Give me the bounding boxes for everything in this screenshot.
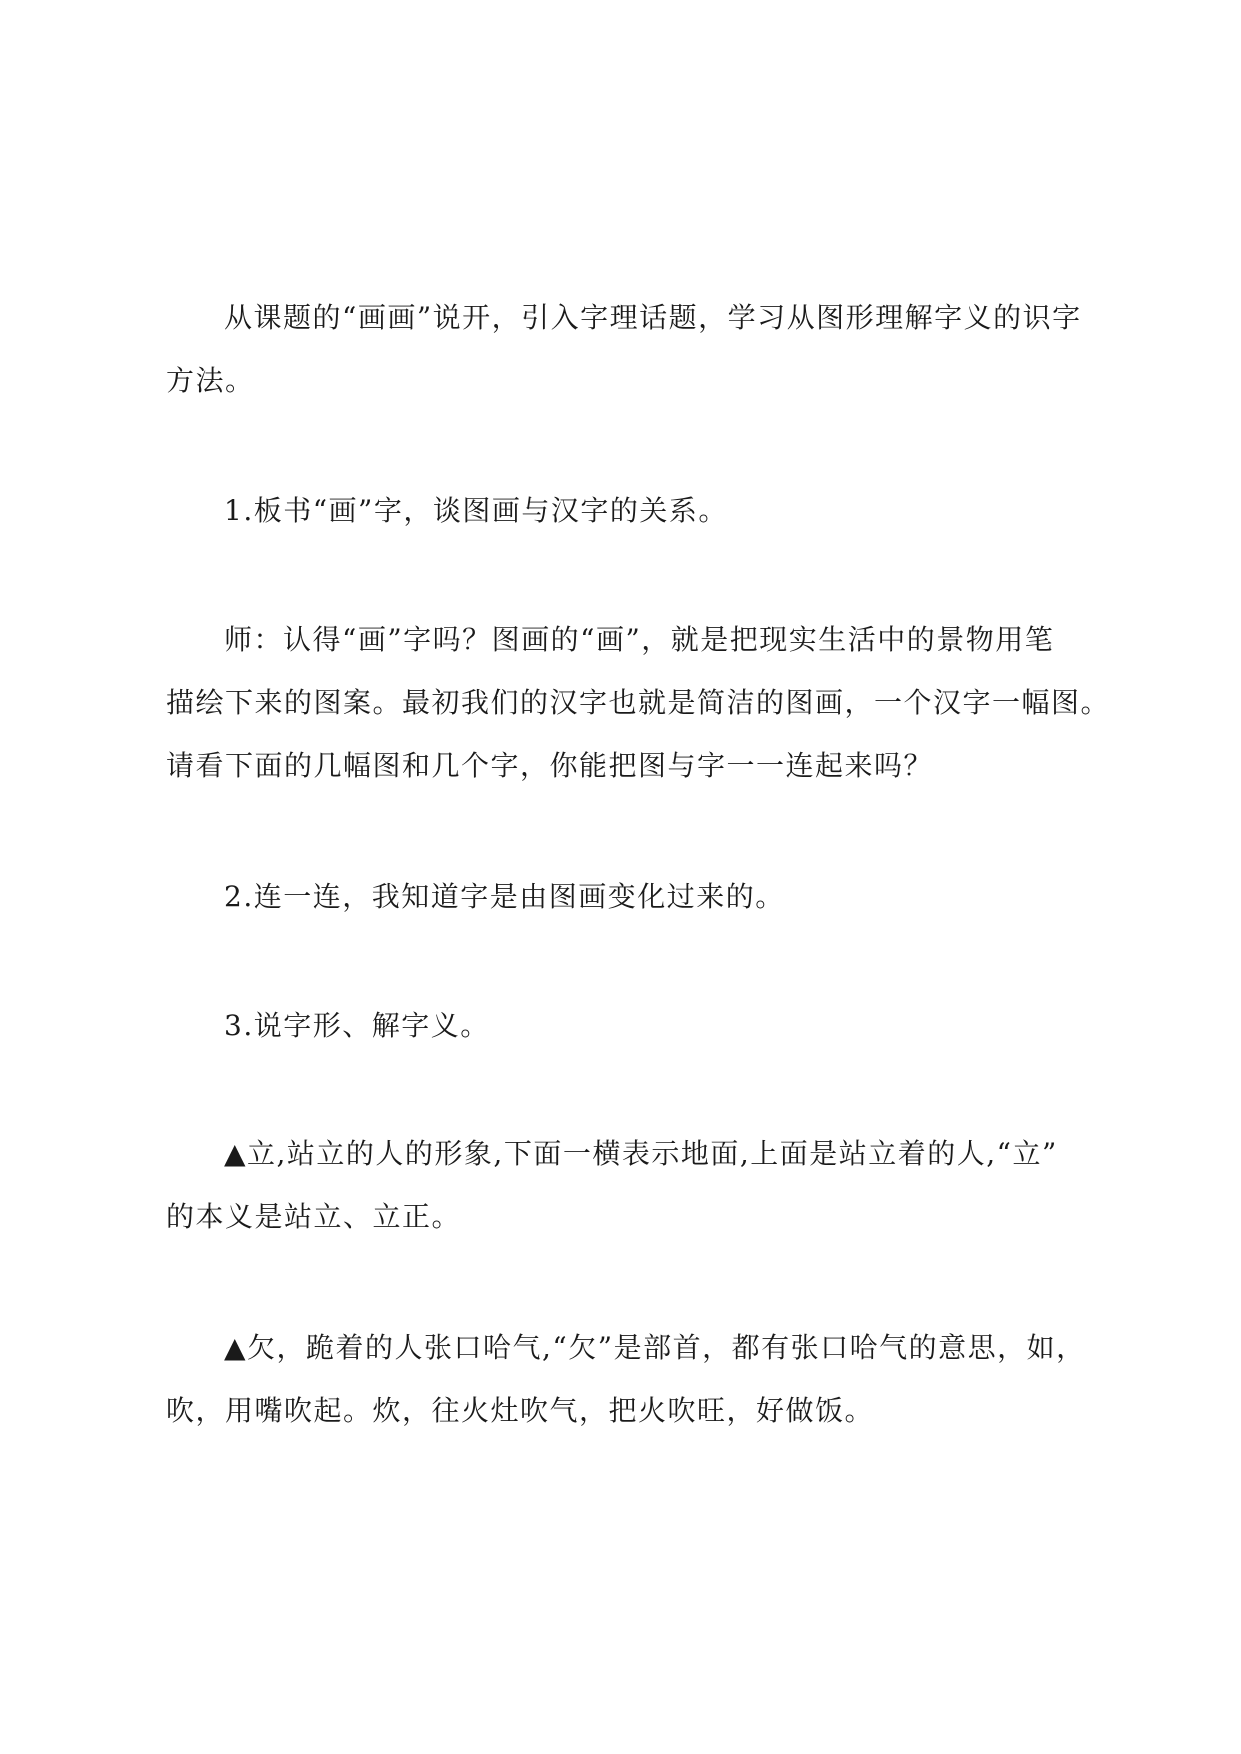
- paragraph-line: ▲立,站立的人的形象,下面一横表示地面,上面是站立着的人,“立”: [224, 1137, 1058, 1170]
- paragraph-step-1: [166, 479, 1091, 542]
- paragraph-line: 2.连一连，我知道字是由图画变化过来的。: [224, 880, 785, 913]
- paragraph-li: [166, 1122, 1091, 1248]
- paragraph-qian: [166, 1316, 1091, 1442]
- paragraph-line: 1.板书“画”字，谈图画与汉字的关系。: [224, 494, 728, 527]
- paragraph-line: 请看下面的几幅图和几个字，你能把图与字一一连起来吗？: [166, 749, 934, 782]
- paragraph-line: 方法。: [166, 364, 255, 397]
- paragraph-intro: [166, 286, 1091, 412]
- paragraph-line: 的本义是站立、立正。: [166, 1200, 462, 1233]
- paragraph-line: ▲欠，跪着的人张口哈气,“欠”是部首，都有张口哈气的意思，如，: [224, 1331, 1086, 1364]
- paragraph-teacher: [166, 608, 1111, 797]
- paragraph-line: 从课题的“画画”说开，引入字理话题，学习从图形理解字义的识字: [224, 301, 1082, 334]
- paragraph-line: 师：认得“画”字吗？图画的“画”，就是把现实生活中的景物用笔: [224, 623, 1055, 656]
- paragraph-step-2: [166, 865, 1091, 928]
- paragraph-line: 3.说字形、解字义。: [224, 1009, 490, 1042]
- paragraph-step-3: [166, 994, 1091, 1057]
- paragraph-line: 吹，用嘴吹起。炊，往火灶吹气，把火吹旺，好做饭。: [166, 1394, 875, 1427]
- paragraph-line: 描绘下来的图案。最初我们的汉字也就是简洁的图画，一个汉字一幅图。: [166, 686, 1111, 719]
